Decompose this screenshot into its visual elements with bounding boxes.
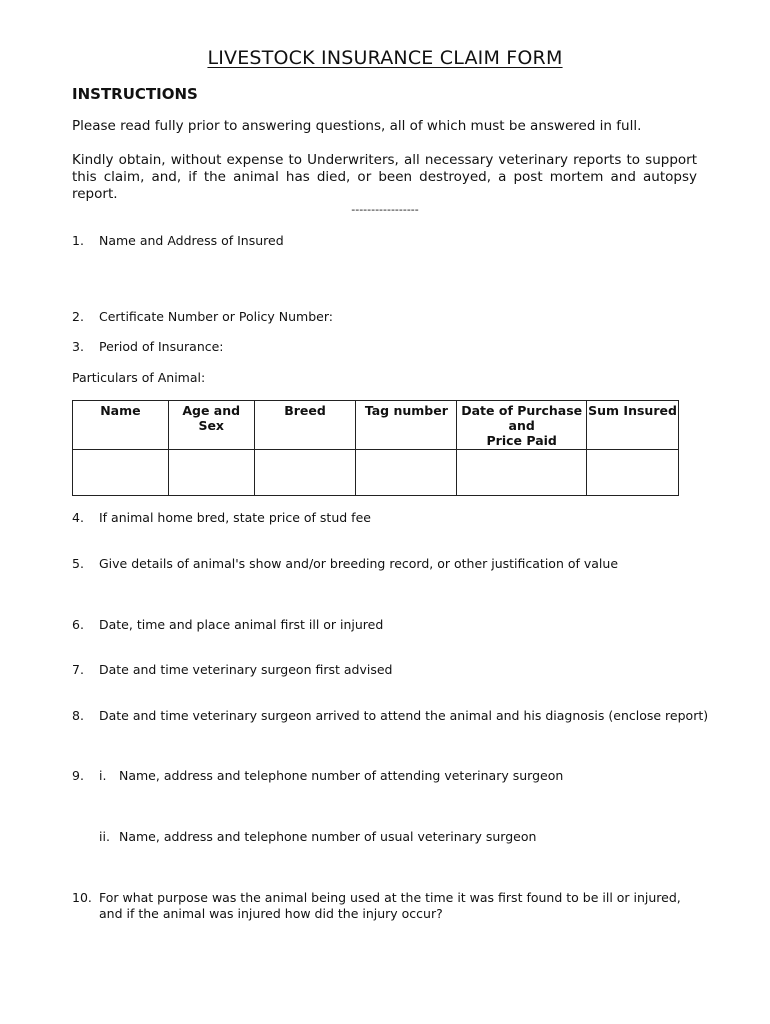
column-header-breed: Breed (254, 401, 356, 450)
question-text: If animal home bred, state price of stud fee (99, 510, 371, 525)
question-text: Period of Insurance: (99, 339, 224, 354)
question-text-continued: and if the animal was injured how did the injury occur? (99, 906, 443, 921)
cell-tag-number[interactable] (356, 450, 457, 496)
instruction-paragraph-2: Kindly obtain, without expense to Underwriters, all necessary veterinary reports to support this claim, and, if the animal has died, or been destroyed, a post mortem and autopsy report. (72, 152, 697, 202)
question-number: 1. (72, 233, 84, 248)
question-number: 9. (72, 768, 84, 783)
column-header-age-sex: Age and Sex (168, 401, 254, 450)
cell-age-sex[interactable] (168, 450, 254, 496)
question-4 (72, 510, 712, 526)
question-number: 8. (72, 708, 84, 723)
question-sub-number: i. (99, 768, 107, 783)
question-1 (72, 233, 712, 249)
table-row[interactable] (73, 450, 679, 496)
question-number: 6. (72, 617, 84, 632)
question-2 (72, 309, 712, 325)
question-number: 7. (72, 662, 84, 677)
cell-breed[interactable] (254, 450, 356, 496)
question-8 (72, 708, 732, 724)
question-number: 3. (72, 339, 84, 354)
section-divider: ----------------- (351, 203, 419, 216)
particulars-of-animal-label: Particulars of Animal: (72, 370, 206, 385)
question-6 (72, 617, 712, 633)
instructions-heading: INSTRUCTIONS (72, 85, 198, 103)
question-number: 2. (72, 309, 84, 324)
question-10 (72, 890, 732, 922)
question-sub-number: ii. (99, 829, 110, 844)
question-text: For what purpose was the animal being used at the time it was first found to be ill or injured, (99, 890, 681, 905)
question-text: Date, time and place animal first ill or injured (99, 617, 384, 632)
animal-particulars-table (72, 400, 679, 496)
question-3 (72, 339, 712, 355)
question-text: Date and time veterinary surgeon first advised (99, 662, 393, 677)
question-9-i (72, 768, 712, 784)
question-7 (72, 662, 712, 678)
cell-date-of-purchase[interactable] (457, 450, 587, 496)
question-number: 4. (72, 510, 84, 525)
question-text: Name, address and telephone number of usual veterinary surgeon (119, 829, 537, 844)
question-text: Certificate Number or Policy Number: (99, 309, 333, 324)
column-header-tag-number: Tag number (356, 401, 457, 450)
question-text: Name and Address of Insured (99, 233, 284, 248)
form-title: LIVESTOCK INSURANCE CLAIM FORM (207, 47, 563, 69)
cell-sum-insured[interactable] (587, 450, 679, 496)
column-header-sum-insured: Sum Insured (587, 401, 679, 450)
instruction-paragraph-1: Please read fully prior to answering questions, all of which must be answered in full. (72, 118, 642, 134)
question-number: 5. (72, 556, 84, 571)
question-text: Give details of animal's show and/or breeding record, or other justification of value (99, 556, 619, 571)
question-text: Date and time veterinary surgeon arrived to attend the animal and his diagnosis (enclose report) (99, 708, 709, 723)
column-header-date-of-purchase: Date of Purchase and Price Paid (457, 401, 587, 450)
question-5 (72, 556, 712, 572)
question-9-ii (72, 829, 712, 845)
column-header-name: Name (73, 401, 169, 450)
question-text: Name, address and telephone number of attending veterinary surgeon (119, 768, 564, 783)
question-number: 10. (72, 890, 92, 905)
cell-name[interactable] (73, 450, 169, 496)
table-header-row (73, 401, 679, 450)
